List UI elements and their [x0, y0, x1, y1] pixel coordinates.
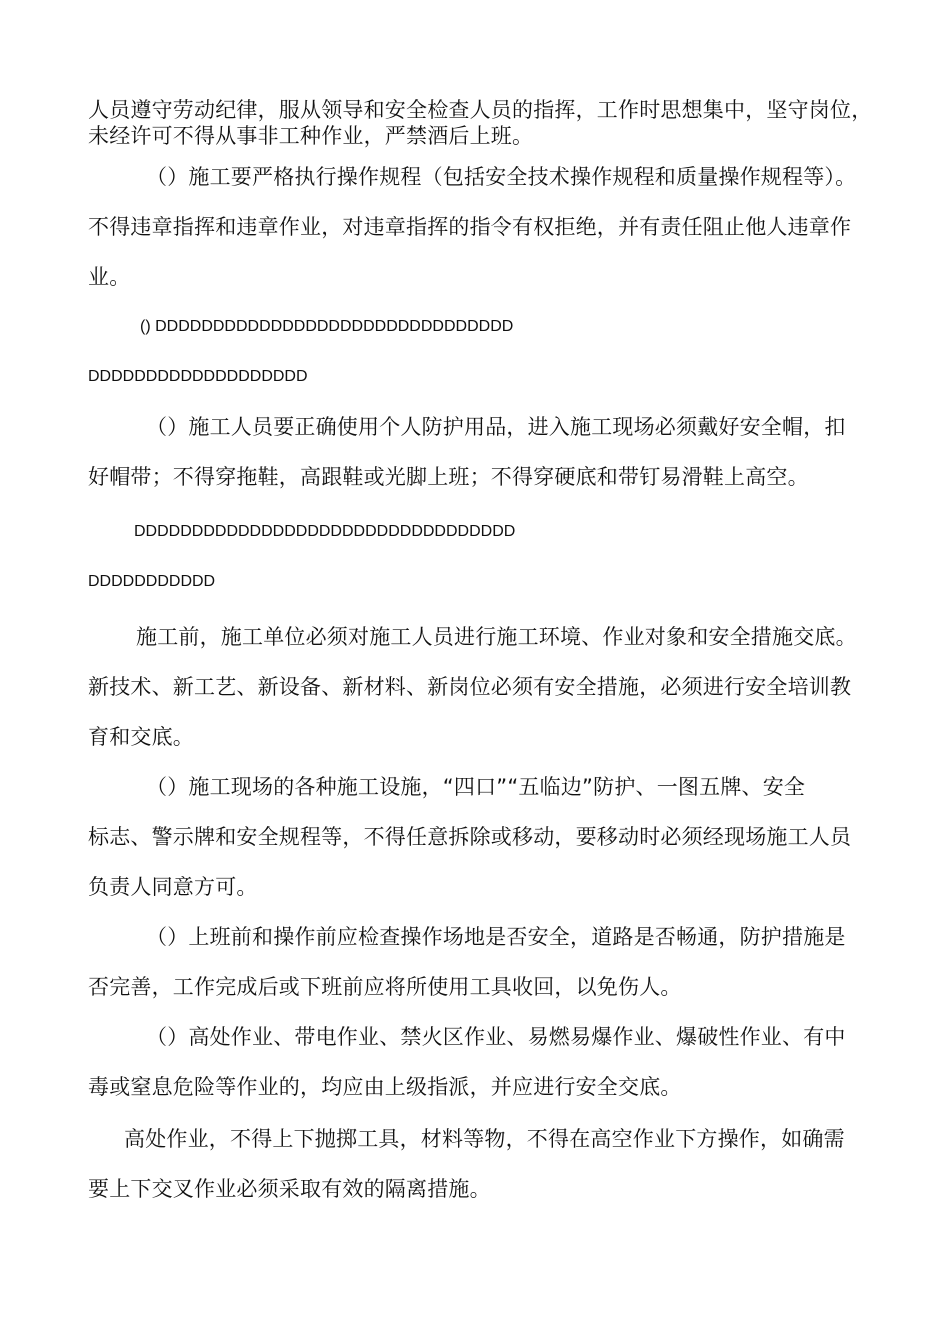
garbled-text-line: DDDDDDDDDDD [88, 573, 216, 590]
garbled-text-line: DDDDDDDDDDDDDDDDDDD [88, 368, 308, 385]
text-line: （）高处作业、带电作业、禁火区作业、易燃易爆作业、爆破性作业、有中 [146, 1025, 846, 1049]
garbled-text-line: DDDDDDDDDDDDDDDDDDDDDDDDDDDDDDDDD [134, 523, 516, 540]
text-line: （）上班前和操作前应检查操作场地是否安全，道路是否畅通，防护措施是 [146, 925, 846, 949]
text-line: 毒或窒息危险等作业的，均应由上级指派，并应进行安全交底。 [88, 1075, 682, 1099]
text-line: 施工前，施工单位必须对施工人员进行施工环境、作业对象和安全措施交底。 [136, 625, 857, 649]
text-line: 标志、警示牌和安全规程等，不得任意拆除或移动，要移动时必须经现场施工人员 [88, 825, 852, 849]
text-line: 高处作业，不得上下抛掷工具，材料等物，不得在高空作业下方操作，如确需 [124, 1127, 845, 1151]
text-line: 好帽带；不得穿拖鞋，高跟鞋或光脚上班；不得穿硬底和带钉易滑鞋上高空。 [88, 465, 809, 489]
text-line: 不得违章指挥和违章作业，对违章指挥的指令有权拒绝，并有责任阻止他人违章作 [88, 215, 852, 239]
text-line: （）施工现场的各种施工设施，“四口”“五临边”防护、一图五牌、安全 [146, 775, 806, 799]
text-line: 育和交底。 [88, 725, 194, 749]
text-line: 人员遵守劳动纪律，服从领导和安全检查人员的指挥，工作时思想集中，坚守岗位， [88, 98, 873, 122]
text-line: 负责人同意方可。 [88, 875, 258, 899]
text-line: 新技术、新工艺、新设备、新材料、新岗位必须有安全措施，必须进行安全培训教 [88, 675, 852, 699]
text-line: 否完善，工作完成后或下班前应将所使用工具收回，以免伤人。 [88, 975, 682, 999]
text-line: 业。 [88, 265, 131, 289]
text-line: 未经许可不得从事非工种作业，严禁酒后上班。 [88, 124, 534, 148]
text-line: （）施工要严格执行操作规程（包括安全技术操作规程和质量操作规程等）。 [146, 165, 857, 189]
garbled-text-line: () DDDDDDDDDDDDDDDDDDDDDDDDDDDDDDD [140, 318, 514, 335]
text-line: 要上下交叉作业必须采取有效的隔离措施。 [88, 1177, 491, 1201]
text-line: （）施工人员要正确使用个人防护用品，进入施工现场必须戴好安全帽，扣 [146, 415, 846, 439]
